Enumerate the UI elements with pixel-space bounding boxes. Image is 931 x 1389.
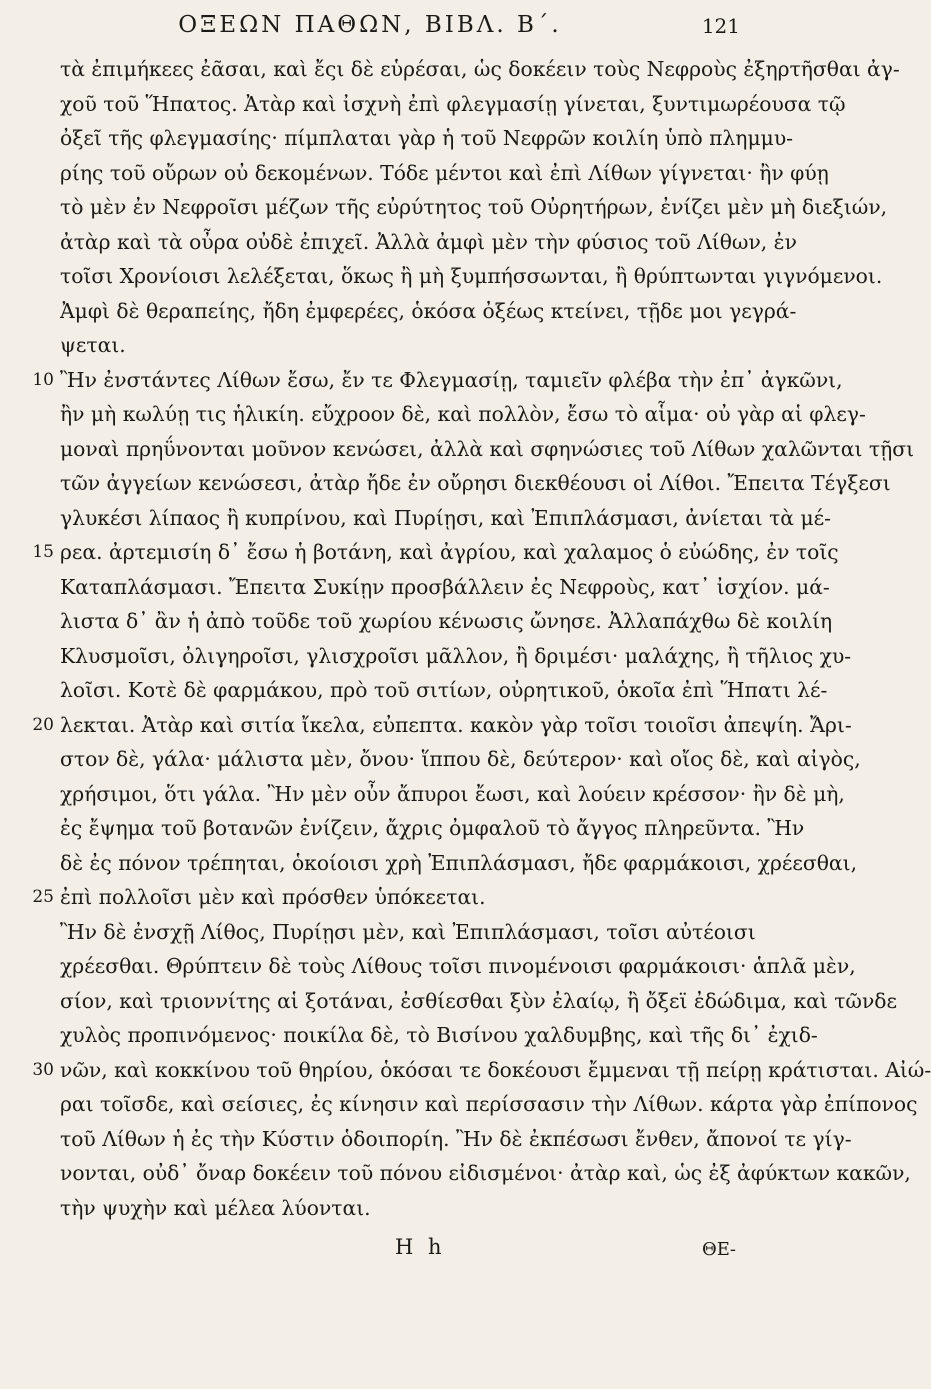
text-line	[32, 363, 843, 398]
text-line	[32, 535, 839, 570]
text-line	[60, 156, 829, 191]
line-text: τῶν ἀγγείων κενώσεσι, ἀτὰρ ἤδε ἐν οὔρησι διεκθέουσι οἱ Λίθοι. Ἔπειτα Τέγξεσι	[60, 471, 891, 495]
text-line	[60, 52, 900, 87]
text-line	[60, 87, 846, 122]
line-text: λοῖσι. Κοτὲ δὲ φαρμάκου, πρὸ τοῦ σιτίων, οὐρητικοῦ, ὁκοῖα ἐπὶ Ἥπατι λέ-	[60, 678, 828, 702]
page-footer	[0, 1235, 800, 1275]
signature-mark: H h	[395, 1235, 446, 1259]
line-text: σίον, καὶ τριοννίτης αἱ ξοτάναι, ἐσθίεσθαι ξὺν ἐλαίῳ, ἢ ὄξεϊ ἐδώδιμα, καὶ τῶνδε	[60, 988, 898, 1013]
line-text: τὰ ἐπιμήκεες ἐᾶσαι, καὶ ἔςι δὲ εὑρέσαι, ὡς δοκέειν τοὺς Νεφροὺς ἐξηρτῆσθαι ἀγ-	[60, 57, 900, 81]
text-line	[60, 1087, 918, 1122]
text-line	[60, 397, 866, 432]
text-line	[60, 1191, 750, 1226]
line-text: Κλυσμοῖσι, ὀλιγηροῖσι, γλισχροῖσι μᾶλλον, ἢ δριμέσι· μαλάχης, ἢ τῆλιος χυ-	[60, 643, 852, 668]
text-line	[60, 225, 797, 260]
text-line	[60, 570, 830, 605]
text-line	[60, 639, 852, 674]
text-line	[60, 259, 883, 294]
line-text: τὸ μὲν ἐν Νεφροῖσι μέζων τῆς εὐρύτητος τοῦ Οὐρητήρων, ἐνίζει μὲν μὴ διεξιών,	[60, 195, 888, 219]
text-line	[60, 811, 805, 846]
line-text: γλυκέσι λίπαος ἢ κυπρίνου, καὶ Πυρίῃσι, καὶ Ἐπιπλάσμασι, ἀνίεται τὰ μέ-	[60, 505, 831, 530]
line-text: λεκται. Ἀτὰρ καὶ σιτία ἴκελα, εὐπεπτα. κακὸν γὰρ τοῖσι τοιοῖσι ἀπεψίη. Ἄρι-	[60, 712, 852, 737]
line-text: χρήσιμοι, ὅτι γάλα. Ἢν μὲν οὖν ἄπυροι ἔωσι, καὶ λούειν κρέσσον· ἢν δὲ μὴ,	[60, 781, 845, 806]
line-text: ἢν μὴ κωλύῃ τις ἡλικίη. εὔχροον δὲ, καὶ πολλὸν, ἔσω τὸ αἷμα· οὐ γὰρ αἱ φλεγ-	[60, 402, 866, 426]
line-text: Ἢν ἐνστάντες Λίθων ἔσω, ἔν τε Φλεγμασίῃ, ταμιεῖν φλέβα τὴν ἐπ᾽ ἀγκῶνι,	[60, 367, 843, 392]
line-number: 30	[32, 1059, 54, 1080]
text-line	[60, 604, 833, 639]
line-text: νῶν, καὶ κοκκίνου τοῦ θηρίου, ὁκόσαι τε δοκέουσι ἔμμεναι τῇ πείρῃ κράτισται. Αἰώ-	[60, 1057, 931, 1082]
page-header	[60, 12, 740, 52]
line-text: δὲ ἐς πόνον τρέπηται, ὁκοίοισι χρὴ Ἐπιπλάσμασι, ἤδε φαρμάκοισι, χρέεσθαι,	[60, 850, 858, 875]
line-text: ἀτὰρ καὶ τὰ οὖρα οὐδὲ ἐπιχεῖ. Ἀλλὰ ἀμφὶ μὲν τὴν φύσιος τοῦ Λίθων, ἐν	[60, 229, 797, 254]
text-line	[32, 880, 750, 915]
line-number: 25	[32, 887, 54, 907]
catchword: ΘΕ-	[702, 1239, 736, 1260]
line-text: τοῦ Λίθων ἡ ἐς τὴν Κύστιν ὁδοιπορίη. Ἢν δὲ ἐκπέσωσι ἔνθεν, ἄπονοί τε γίγ-	[60, 1126, 852, 1151]
text-line	[60, 673, 828, 708]
text-line	[60, 432, 915, 467]
line-text: τοῖσι Χρονίοισι λελέξεται, ὅκως ἢ μὴ ξυμπήσσωνται, ἢ θρύπτωνται γιγνόμενοι.	[60, 264, 883, 288]
line-text: ρεα. ἀρτεμισίη δ᾽ ἔσω ἡ βοτάνη, καὶ ἀγρίου, καὶ χαλαμος ὁ εὐώδης, ἐν τοῖς	[60, 540, 839, 564]
line-text: νονται, οὐδ᾽ ὄναρ δοκέειν τοῦ πόνου εἰδισμένοι· ἀτὰρ καὶ, ὡς ἐξ ἀφύκτων κακῶν,	[60, 1161, 911, 1185]
text-line	[60, 742, 861, 777]
text-line	[60, 915, 756, 950]
line-text: ψεται.	[60, 333, 126, 357]
text-line	[60, 466, 891, 501]
line-text: Καταπλάσμασι. Ἔπειτα Συκίῃν προσβάλλειν ἐς Νεφροὺς, κατ᾽ ἰσχίον. μά-	[60, 574, 830, 599]
line-text: μοναὶ πρηΰνονται μοῦνον κενώσει, ἀλλὰ καὶ σφηνώσιες τοῦ Λίθων χαλῶνται τῇσι	[60, 436, 915, 461]
line-number: 15	[32, 542, 54, 562]
body-text	[32, 52, 931, 1225]
text-line	[60, 984, 898, 1019]
page-number: 121	[701, 14, 740, 38]
line-text: ἐς ἔψημα τοῦ βοτανῶν ἐνίζειν, ἄχρις ὀμφαλοῦ τὸ ἄγγος πληρεῦντα. Ἢν	[60, 816, 805, 840]
line-text: ὀξεῖ τῆς φλεγμασίης· πίμπλαται γὰρ ἡ τοῦ Νεφρῶν κοιλίη ὑπὸ πλημμυ-	[60, 126, 793, 150]
text-line	[60, 328, 750, 363]
text-line	[32, 1053, 931, 1088]
line-text: ἐπὶ πολλοῖσι μὲν καὶ πρόσθεν ὑπόκεεται.	[60, 885, 486, 909]
text-line	[60, 1122, 852, 1157]
running-title: ΟΞΕΩΝ ΠΑΘΩΝ, ΒΙΒΛ. Β΄.	[178, 12, 562, 38]
text-line	[60, 777, 845, 812]
text-line	[60, 1018, 818, 1053]
text-line	[60, 121, 793, 156]
line-text: στον δὲ, γάλα· μάλιστα μὲν, ὄνου· ἵππου δὲ, δεύτερον· καὶ οἴος δὲ, καὶ αἰγὸς,	[60, 747, 861, 771]
line-text: ραι τοῖσδε, καὶ σείσιες, ἐς κίνησιν καὶ περίσσασιν τὴν Λίθων. κάρτα γὰρ ἐπίπονος	[60, 1092, 918, 1116]
line-text: λιστα δ᾽ ἂν ἡ ἀπὸ τοῦδε τοῦ χωρίου κένωσις ὤνησε. Ἀλλαπάχθω δὲ κοιλίη	[60, 609, 833, 633]
line-text: τὴν ψυχὴν καὶ μέλεα λύονται.	[60, 1195, 371, 1220]
line-text: ρίης τοῦ οὔρων οὐ δεκομένων. Τόδε μέντοι καὶ ἐπὶ Λίθων γίγνεται· ἢν φύῃ	[60, 160, 829, 185]
line-number: 10	[32, 369, 54, 390]
line-text: χυλὸς προπινόμενος· ποικίλα δὲ, τὸ Βισίνου χαλδυμβης, καὶ τῆς δι᾽ ἐχιδ-	[60, 1023, 818, 1047]
text-line	[60, 501, 831, 536]
text-line	[60, 949, 856, 984]
text-line	[60, 846, 858, 881]
line-text: χρέεσθαι. Θρύπτειν δὲ τοὺς Λίθους τοῖσι πινομένοισι φαρμάκοισι· ἁπλᾶ μὲν,	[60, 954, 856, 978]
line-text: χοῦ τοῦ Ἥπατος. Ἀτὰρ καὶ ἰσχνὴ ἐπὶ φλεγμασίῃ γίνεται, ξυντιμωρέουσα τῷ	[60, 91, 846, 116]
line-number: 20	[32, 714, 54, 735]
text-line	[32, 708, 852, 743]
line-text: Ἢν δὲ ἐνσχῇ Λίθος, Πυρίῃσι μὲν, καὶ Ἐπιπλάσμασι, τοῖσι αὐτέοισι	[60, 919, 756, 944]
text-line	[60, 190, 888, 225]
text-line	[60, 1156, 911, 1191]
line-text: Ἀμφὶ δὲ θεραπείης, ἤδη ἐμφερέες, ὁκόσα ὀξέως κτείνει, τῇδε μοι γεγρά-	[60, 298, 797, 323]
text-line	[60, 294, 797, 329]
